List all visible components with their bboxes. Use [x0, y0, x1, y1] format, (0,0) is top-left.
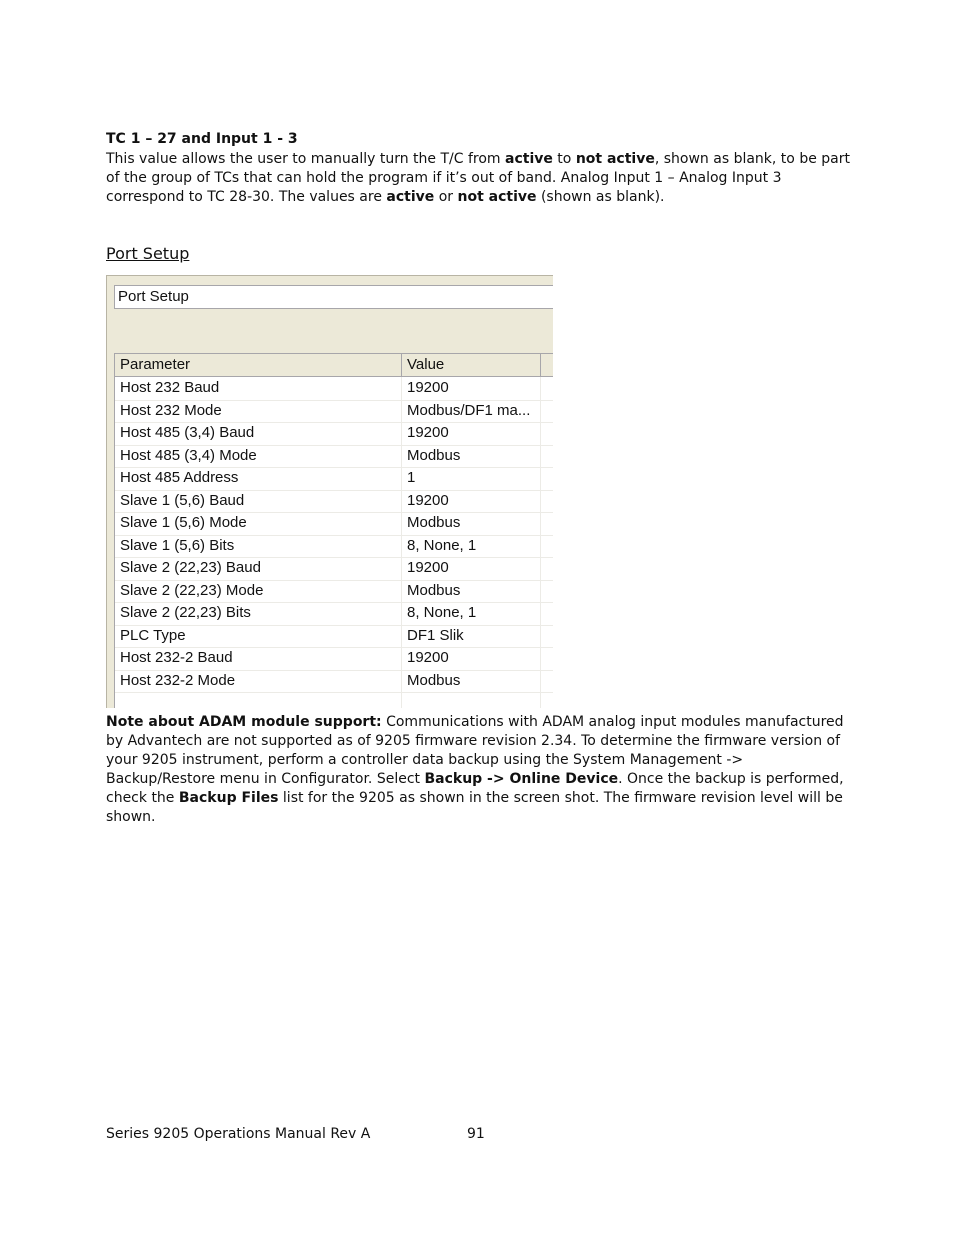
table-row[interactable] [115, 377, 553, 401]
parameter-cell: Host 485 Address [120, 469, 239, 486]
tc-text-5: (shown as blank). [536, 189, 665, 205]
tc-not-active-1: not active [575, 151, 655, 167]
table-row[interactable] [115, 535, 553, 559]
column-header-value[interactable]: Value [402, 354, 541, 376]
table-row[interactable] [115, 647, 553, 671]
value-cell[interactable]: Modbus [407, 671, 461, 689]
parameter-cell: PLC Type [120, 626, 186, 644]
tc-active-2: active [386, 189, 435, 205]
grid-header [115, 354, 553, 377]
parameter-cell: Host 232-2 Mode [120, 671, 236, 689]
parameter-cell: Host 485 (3,4) Mode [120, 446, 257, 464]
tc-description [106, 150, 851, 207]
value-cell[interactable]: 19200 [407, 649, 449, 666]
value-cell[interactable]: 8, None, 1 [407, 536, 477, 554]
note-backup-online: Backup -> Online Device [424, 771, 619, 787]
footer-manual-title: Series 9205 Operations Manual Rev A [106, 1126, 371, 1142]
adam-note [106, 713, 851, 827]
parameter-cell: Slave 1 (5,6) Mode [120, 514, 247, 531]
note-text-1: Communications with ADAM analog input modules manufactured by Advantech are not supported as of 9205 firmware revision 2.34. To determine the firmware version of your 9205 instrument, perform a controller data backup using the System Management -> Backup/Restore menu in Configurator. Select [106, 714, 844, 787]
parameter-cell: Slave 2 (22,23) Mode [120, 581, 264, 599]
table-row[interactable] [115, 422, 553, 446]
parameter-cell: Host 232-2 Baud [120, 649, 233, 666]
parameter-cell: Host 485 (3,4) Baud [120, 424, 255, 441]
tc-active-1: active [505, 151, 553, 167]
tc-heading: TC 1 – 27 and Input 1 - 3 [106, 131, 298, 147]
tc-not-active-2: not active [457, 189, 537, 205]
value-cell[interactable]: Modbus [407, 514, 461, 531]
parameter-cell: Slave 1 (5,6) Bits [120, 536, 235, 554]
note-text-3: list for the 9205 as shown in the screen shot. The firmware revision level will be shown. [106, 790, 843, 825]
value-cell[interactable]: DF1 Slik [407, 626, 464, 644]
parameter-cell: Host 232 Baud [120, 379, 220, 396]
parameter-cell: Slave 2 (22,23) Baud [120, 559, 261, 576]
port-setup-screenshot [106, 275, 553, 708]
value-cell[interactable]: 19200 [407, 379, 449, 396]
note-text-2: . Once the backup is performed, check the [106, 771, 844, 806]
parameter-cell: Host 232 Mode [120, 401, 222, 419]
parameter-cell: Slave 2 (22,23) Bits [120, 604, 251, 621]
column-header-parameter[interactable]: Parameter [115, 354, 402, 376]
table-row[interactable] [115, 557, 553, 581]
table-row[interactable] [115, 445, 553, 469]
note-label: Note about ADAM module support: [106, 714, 382, 730]
table-row[interactable] [115, 625, 553, 649]
value-cell[interactable]: Modbus [407, 581, 461, 599]
value-cell[interactable]: Modbus/DF1 ma... [407, 401, 531, 419]
tc-text-4: or [434, 189, 458, 205]
panel-title-field: Port Setup [114, 285, 553, 309]
footer-page-number: 91 [467, 1126, 485, 1142]
table-row[interactable] [115, 580, 553, 604]
table-row[interactable] [115, 400, 553, 424]
parameter-cell: Slave 1 (5,6) Baud [120, 491, 245, 509]
value-cell[interactable]: 19200 [407, 424, 449, 441]
table-row[interactable] [115, 512, 553, 536]
value-cell[interactable]: Modbus [407, 446, 461, 464]
value-cell[interactable]: 1 [407, 469, 416, 486]
port-setup-title: Port Setup [106, 244, 190, 263]
table-row[interactable] [115, 602, 553, 626]
tc-text-1: This value allows the user to manually turn the T/C from [106, 151, 505, 167]
value-cell[interactable]: 19200 [407, 491, 449, 509]
value-cell[interactable]: 19200 [407, 559, 449, 576]
note-backup-files: Backup Files [178, 790, 279, 806]
tc-text-2: to [552, 151, 576, 167]
tc-text-3: , shown as blank, to be part of the group of TCs that can hold the program if it’s out of band. Analog Input 1 – Analog Input 3 correspond to TC 28-30. The values are [106, 151, 850, 205]
value-cell[interactable]: 8, None, 1 [407, 604, 477, 621]
table-row[interactable] [115, 670, 553, 694]
parameter-grid [114, 353, 553, 708]
table-row[interactable] [115, 490, 553, 514]
table-row[interactable] [115, 467, 553, 491]
